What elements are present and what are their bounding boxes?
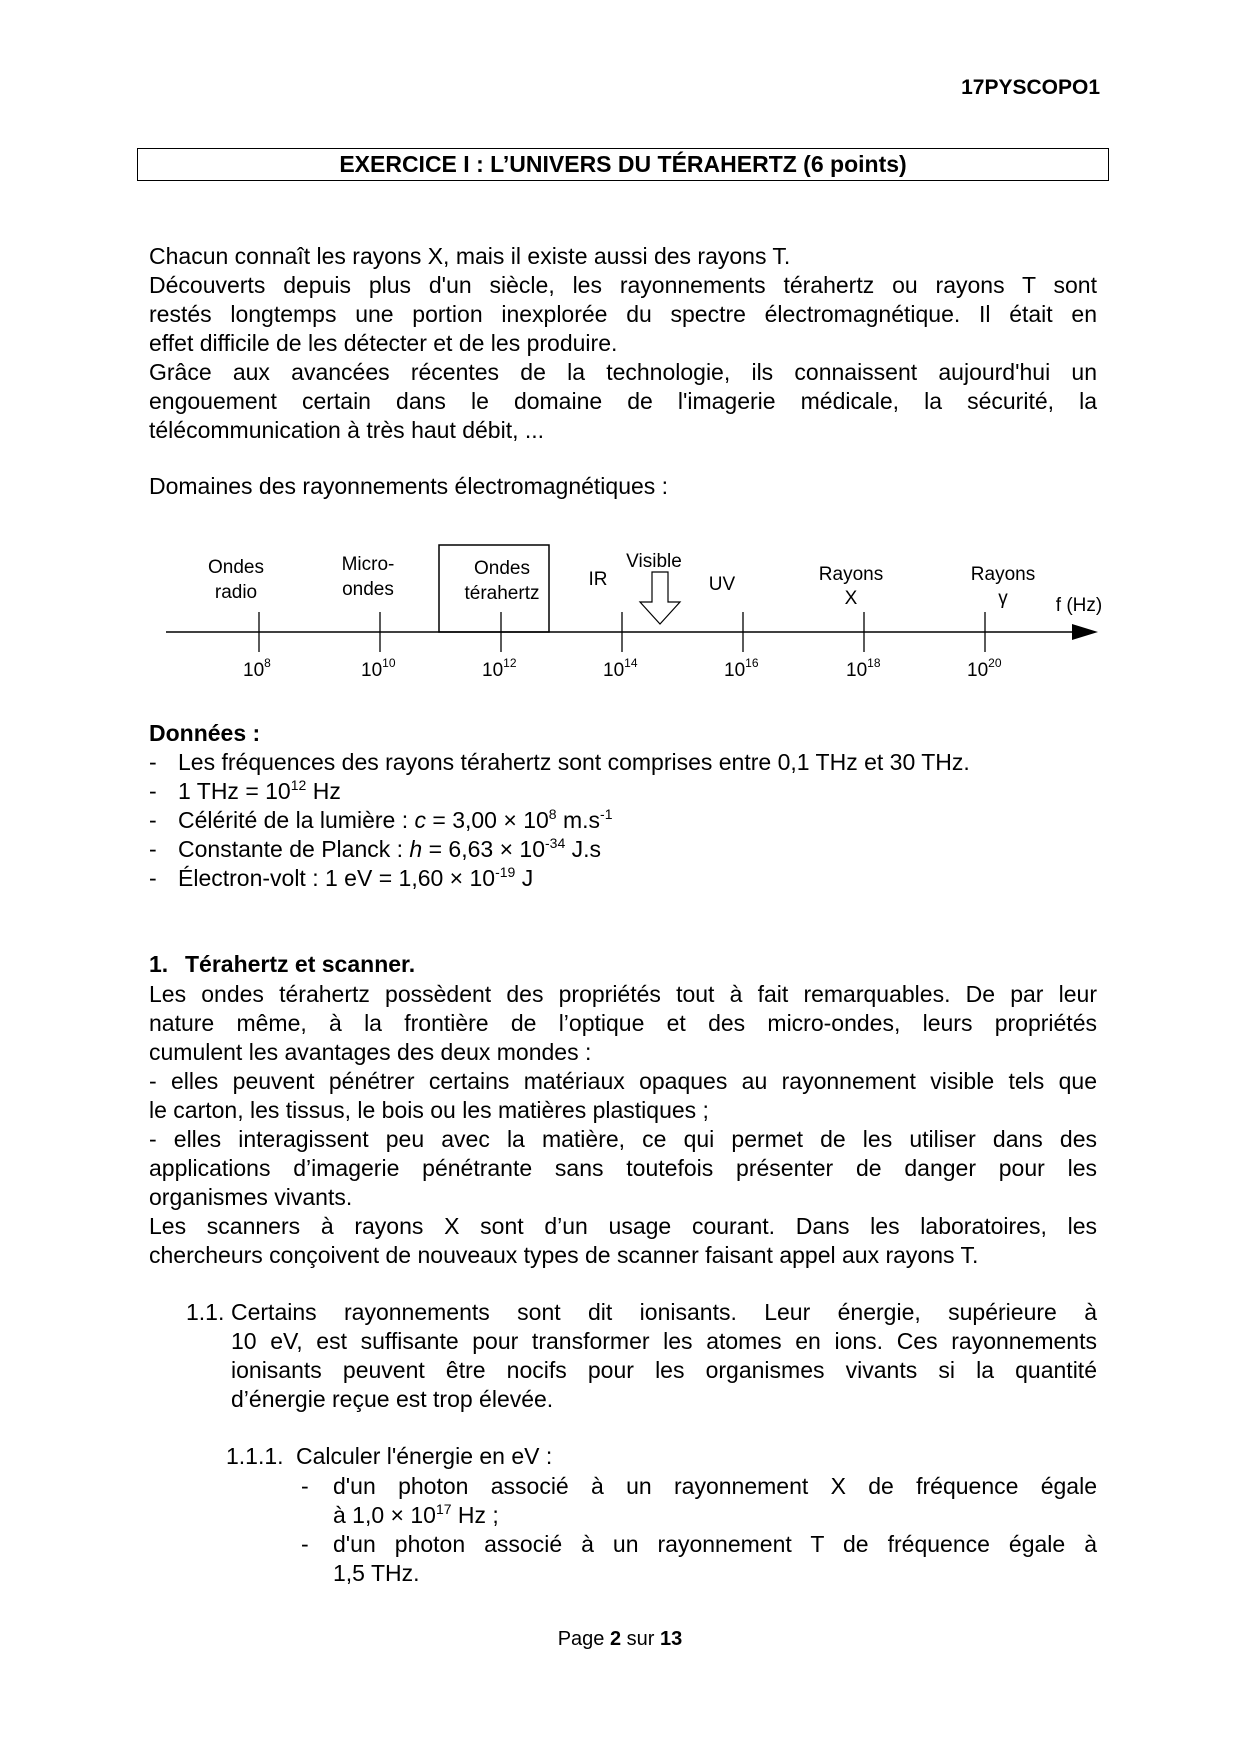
section-1-title: 1. Térahertz et scanner. (149, 951, 416, 977)
intro-line: télécommunication à très haut débit, ... (149, 417, 545, 443)
donnee-item: - Les fréquences des rayons térahertz sont comprises entre 0,1 THz et 30 THz. (149, 748, 970, 777)
tick-label: $10^{10}$ (361, 656, 396, 681)
donnees-list (149, 748, 970, 893)
intro-line: Découverts depuis plus d'un siècle, les rayonnements térahertz ou rayons T sont (149, 272, 1097, 298)
question-number: 1.1.1. (226, 1443, 284, 1469)
label-visible: Visible (626, 551, 682, 572)
intro-line: Chacun connaît les rayons X, mais il existe aussi des rayons T. (149, 243, 791, 269)
donnee-item: - Célérité de la lumière : $c = 3,00 \times 10^8$ $m.s^{-1}$ (149, 806, 970, 835)
label-radio: radio (214, 582, 258, 603)
intro-line: engouement certain dans le domaine de l'imagerie médicale, la sécurité, la (149, 388, 1097, 414)
label-ir: IR (588, 569, 608, 590)
body-line: organismes vivants. (149, 1184, 353, 1210)
body-line: Certains rayonnements sont dit ionisants. Leur énergie, supérieure à (231, 1299, 1097, 1325)
label-uv: UV (708, 574, 736, 595)
label-micro: Micro- (341, 554, 395, 575)
body-line: le carton, les tissus, le bois ou les matières plastiques ; (149, 1097, 709, 1123)
body-line: chercheurs conçoivent de nouveaux types de scanner faisant appel aux rayons T. (149, 1242, 979, 1268)
axis-label: f (Hz) (1055, 595, 1103, 616)
axis-arrow (1072, 624, 1098, 640)
body-line: applications d’imagerie pénétrante sans toutefois présenter de danger pour les (149, 1155, 1097, 1181)
section-1-body (149, 980, 1097, 1270)
label-xray: X (844, 588, 858, 609)
intro-line: Grâce aux avancées récentes de la technologie, ils connaissent aujourd'hui un (149, 359, 1097, 385)
tick-label: $10^{20}$ (967, 656, 1002, 681)
body-line: ionisants peuvent être nocifs pour les organismes vivants si la quantité (231, 1357, 1097, 1383)
spectrum-diagram (0, 530, 1240, 690)
body-line: d’énergie reçue est trop élevée. (231, 1386, 554, 1412)
body-line: - elles peuvent pénétrer certains matériaux opaques au rayonnement visible tels que (149, 1068, 1097, 1094)
body-line: cumulent les avantages des deux mondes : (149, 1039, 592, 1065)
body-line: nature même, à la frontière de l’optique et des micro-ondes, leurs propriétés (149, 1010, 1097, 1036)
intro-line: effet difficile de les détecter et de les produire. (149, 330, 618, 356)
body-line: 10 eV, est suffisante pour transformer les atomes en ions. Ces rayonnements (231, 1328, 1097, 1354)
donnee-item: - 1 THz = $10^{12}$ Hz (149, 777, 970, 806)
question-item: - d'un photon associé à un rayonnement X de fréquence égale à $1,0 \times 10^{17}$ Hz ; (297, 1472, 1097, 1530)
label-terahertz: Ondes (474, 558, 530, 579)
tick-label: $10^{14}$ (603, 656, 638, 681)
question-1-1 (186, 1298, 1097, 1414)
label-radio: Ondes (208, 557, 264, 578)
visible-arrow (640, 572, 680, 624)
page-number: 2 (609, 1628, 622, 1650)
label-terahertz: térahertz (464, 583, 540, 604)
body-line: Les scanners à rayons X sont d’un usage courant. Dans les laboratoires, les (149, 1213, 1097, 1239)
intro-paragraph (149, 242, 1097, 445)
tick-label: $10^{12}$ (482, 656, 517, 681)
question-item: - d'un photon associé à un rayonnement T de fréquence égale à 1,5 THz. (297, 1530, 1097, 1588)
tick-label: $10^{18}$ (846, 656, 881, 681)
label-xray: Rayons (818, 564, 884, 585)
label-micro: ondes (342, 579, 394, 600)
page-footer: Page 2 sur 13 (557, 1628, 683, 1650)
donnee-item: - Constante de Planck : $h = 6,63 \times 10^{-34}$ J.s (149, 835, 970, 864)
label-gamma: γ (998, 588, 1008, 609)
donnees-title: Données : (149, 720, 261, 746)
body-line: Les ondes térahertz possèdent des propriétés tout à fait remarquables. De par leur (149, 981, 1097, 1007)
donnee-item: - Électron-volt : 1 eV = $1,60 \times 10^{-19}$ J (149, 864, 970, 893)
label-gamma: Rayons (970, 564, 1036, 585)
document-code: 17PYSCOPO1 (961, 76, 1100, 99)
question-items (297, 1472, 1097, 1588)
body-line: - elles interagissent peu avec la matière, ce qui permet de les utiliser dans des (149, 1126, 1097, 1152)
question-1-1-1: 1.1.1. Calculer l'énergie en eV : (226, 1443, 553, 1469)
domains-title: Domaines des rayonnements électromagnétiques : (149, 473, 669, 499)
question-number: 1.1. (186, 1299, 225, 1325)
tick-label: $10^{16}$ (724, 656, 759, 681)
tick-label: $10^8$ (243, 656, 271, 681)
intro-line: restés longtemps une portion inexplorée du spectre électromagnétique. Il était en (149, 301, 1097, 327)
exercise-title: EXERCICE I : L’UNIVERS DU TÉRAHERTZ (6 points) (137, 148, 1109, 181)
page-total: 13 (660, 1628, 683, 1650)
